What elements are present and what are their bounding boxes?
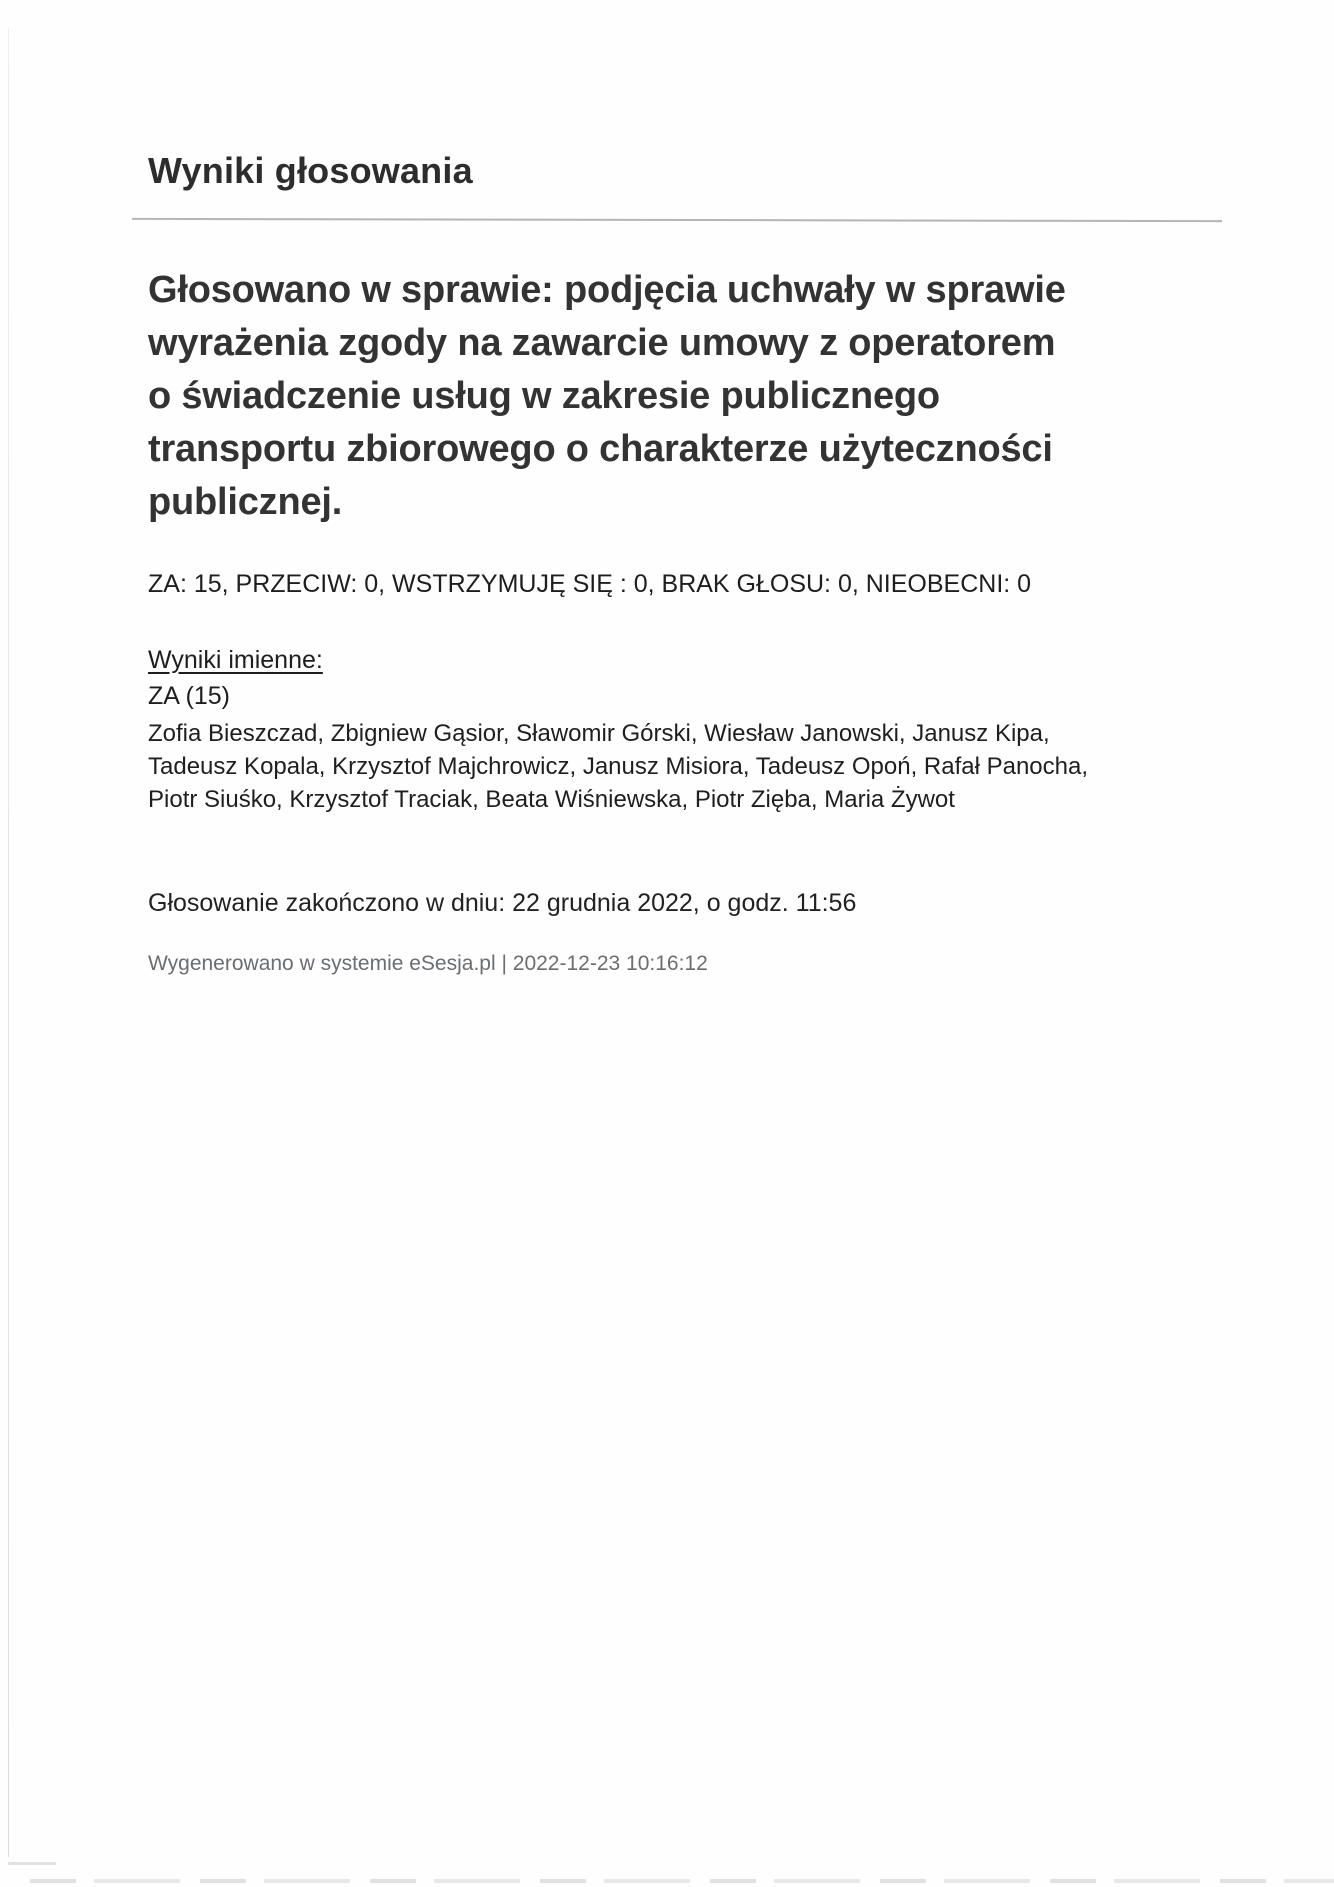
motion-line: Głosowano w sprawie: podjęcia uchwały w sprawie <box>148 269 1066 311</box>
named-results-section <box>148 646 1234 816</box>
voting-closed-statement: Głosowanie zakończono w dniu: 22 grudnia 2022, o godz. 11:56 <box>148 889 857 917</box>
motion-line: wyrażenia zgody na zawarcie umowy z operatorem <box>148 322 1056 364</box>
voter-names-line: Tadeusz Kopala, Krzysztof Majchrowicz, Janusz Misiora, Tadeusz Opoń, Rafał Panocha, <box>148 753 1089 780</box>
vote-group-label: ZA (15) <box>148 682 230 710</box>
motion-line: transportu zbiorowego o charakterze użyteczności <box>148 428 1053 470</box>
voter-names-line: Piotr Siuśko, Krzysztof Traciak, Beata Wiśniewska, Piotr Zięba, Maria Żywot <box>148 786 955 813</box>
voter-names-line: Zofia Bieszczad, Zbigniew Gąsior, Sławomir Górski, Wiesław Janowski, Janusz Kipa, <box>148 720 1050 747</box>
scan-corner-artifact <box>8 1862 56 1865</box>
motion-paragraph <box>148 264 1234 529</box>
scan-edge-artifact-bottom <box>30 1879 1334 1883</box>
title-divider <box>132 218 1222 222</box>
voter-names-list <box>148 717 1234 816</box>
motion-line: o świadczenie usług w zakresie publicznego <box>148 375 940 417</box>
generated-by-footer: Wygenerowano w systemie eSesja.pl | 2022-12-23 10:16:12 <box>148 952 708 975</box>
named-results-heading: Wyniki imienne: <box>148 646 323 674</box>
page-title: Wyniki głosowania <box>148 150 473 191</box>
motion-line: publicznej. <box>148 481 343 523</box>
vote-summary: ZA: 15, PRZECIW: 0, WSTRZYMUJĘ SIĘ : 0, BRAK GŁOSU: 0, NIEOBECNI: 0 <box>148 570 1032 598</box>
